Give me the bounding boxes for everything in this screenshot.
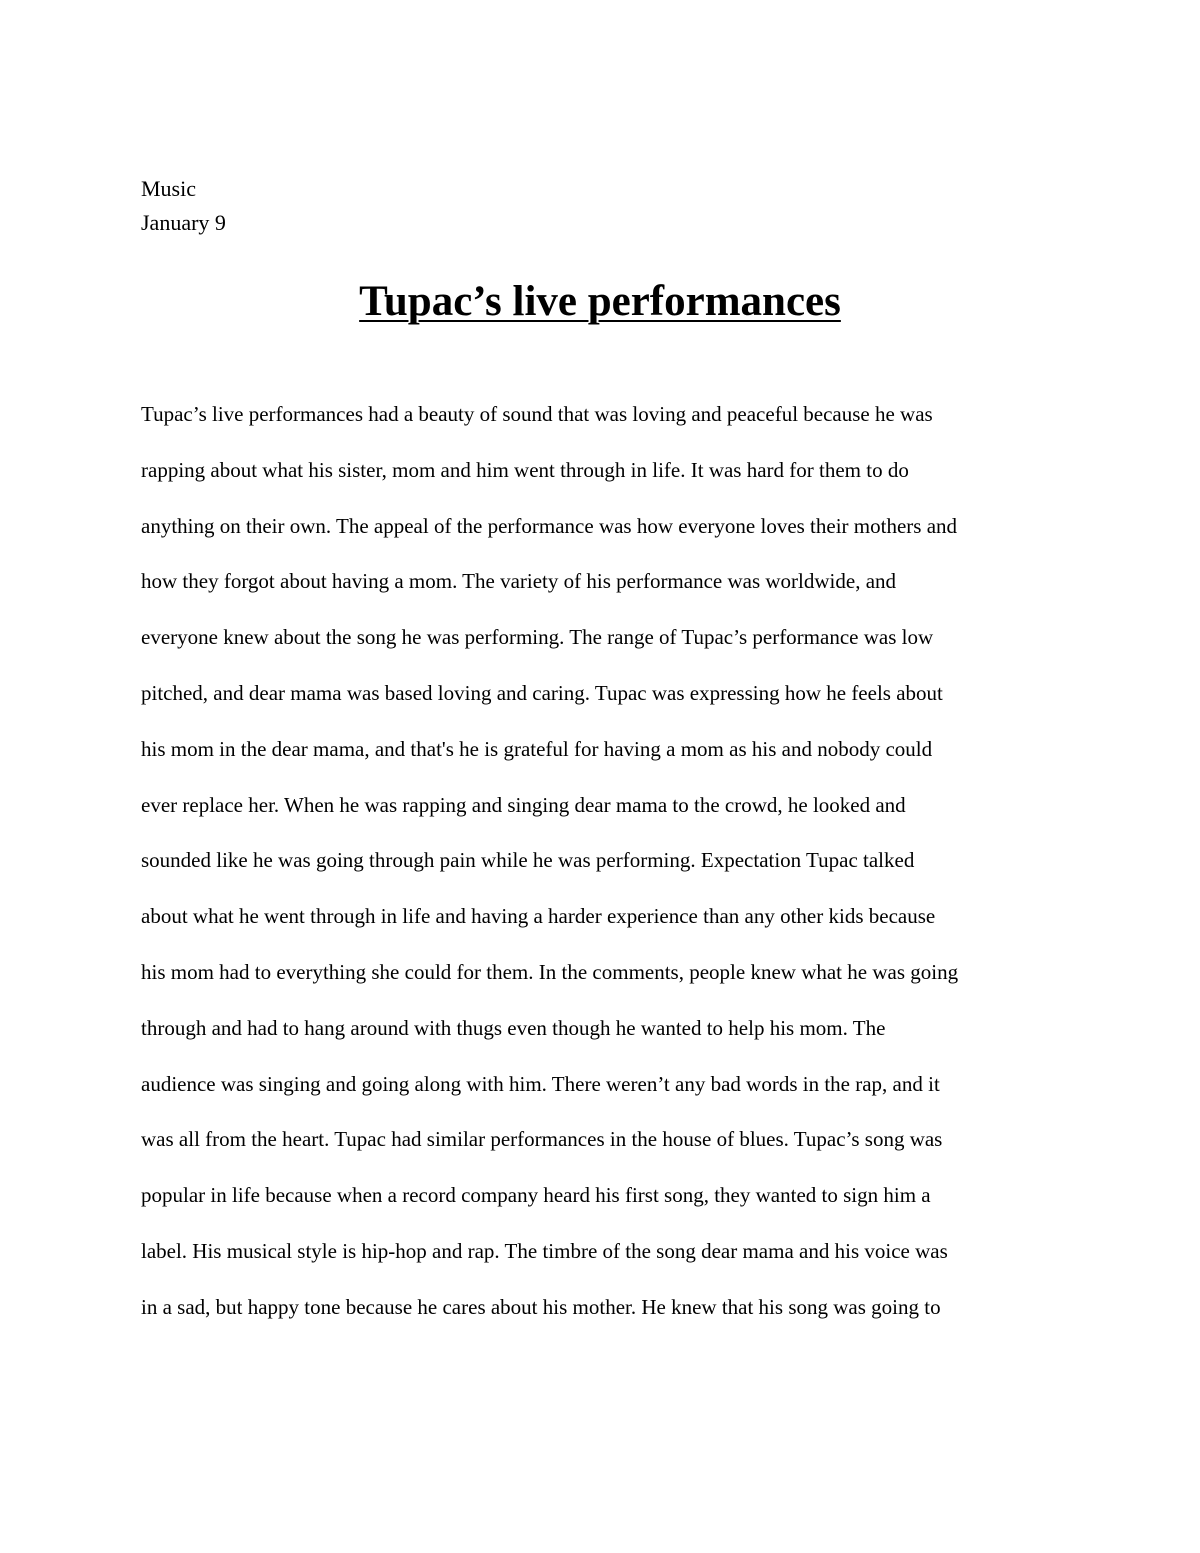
body-line: how they forgot about having a mom. The variety of his performance was worldwide, and <box>141 569 897 594</box>
body-line: anything on their own. The appeal of the performance was how everyone loves their mothers and <box>141 513 958 538</box>
body-line: through and had to hang around with thugs even though he wanted to help his mom. The <box>141 1015 886 1040</box>
document-title: Tupac’s live performances <box>359 278 841 325</box>
body-line: audience was singing and going along with him. There weren’t any bad words in the rap, and it <box>141 1071 940 1096</box>
body-line: everyone knew about the song he was performing. The range of Tupac’s performance was low <box>141 625 934 650</box>
body-line: his mom had to everything she could for them. In the comments, people knew what he was going <box>141 959 959 984</box>
body-line: was all from the heart. Tupac had similar performances in the house of blues. Tupac’s song was <box>141 1127 943 1152</box>
body-line: ever replace her. When he was rapping and singing dear mama to the crowd, he looked and <box>141 792 906 817</box>
body-line: his mom in the dear mama, and that's he is grateful for having a mom as his and nobody could <box>141 736 933 761</box>
document-date: January 9 <box>141 210 226 235</box>
body-line: about what he went through in life and having a harder experience than any other kids because <box>141 904 936 929</box>
body-line: sounded like he was going through pain while he was performing. Expectation Tupac talked <box>141 848 915 873</box>
body-line: popular in life because when a record company heard his first song, they wanted to sign him a <box>141 1183 931 1208</box>
body-paragraph <box>141 387 1071 1336</box>
course-name: Music <box>141 176 196 201</box>
body-line: in a sad, but happy tone because he cares about his mother. He knew that his song was going to <box>141 1294 941 1319</box>
body-line: Tupac’s live performances had a beauty of sound that was loving and peaceful because he was <box>141 402 933 426</box>
body-line: label. His musical style is hip-hop and rap. The timbre of the song dear mama and his voice was <box>141 1238 948 1263</box>
body-line: pitched, and dear mama was based loving and caring. Tupac was expressing how he feels about <box>141 680 943 705</box>
body-line: rapping about what his sister, mom and him went through in life. It was hard for them to do <box>141 457 909 482</box>
header-block <box>141 172 226 240</box>
